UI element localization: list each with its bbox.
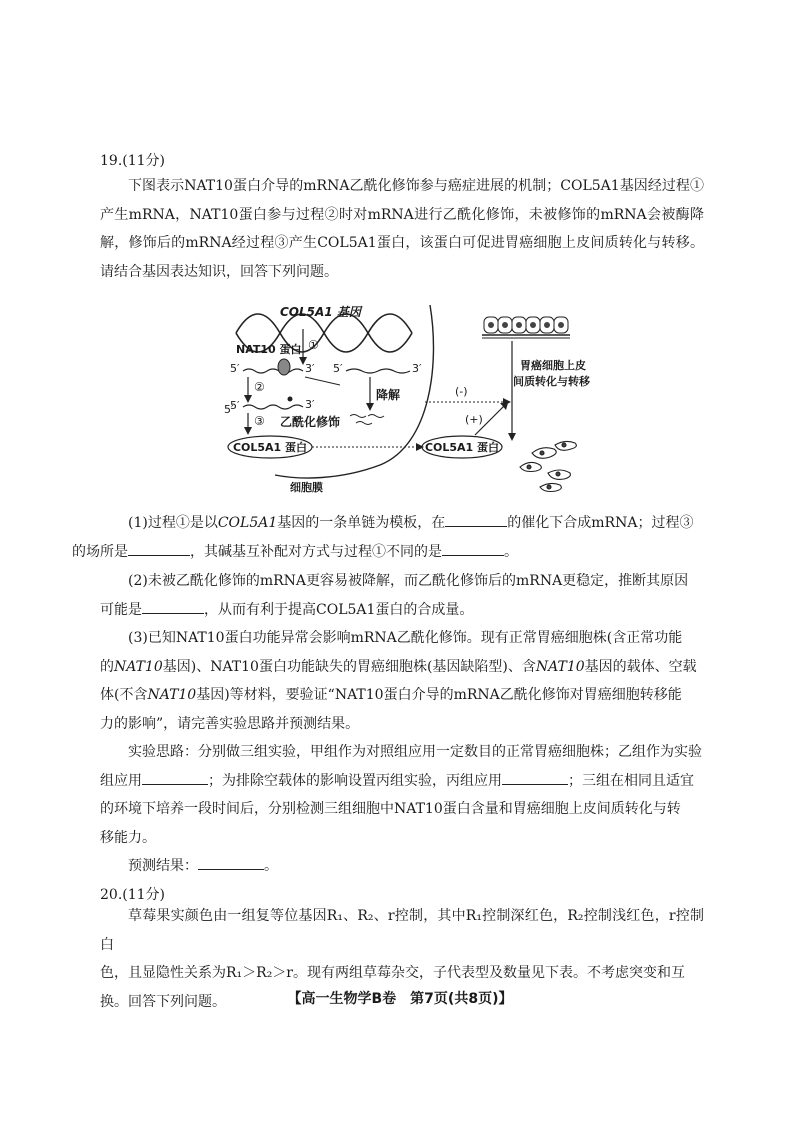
- answer-blank[interactable]: [442, 541, 504, 556]
- q19-sub3: (3)已知NAT10蛋白功能异常会影响mRNA乙酰化修饰。现有正常胃癌细胞株(含正常功能 的NAT10基因)、NAT10蛋白功能缺失的胃癌细胞株(基因缺陷型)、含NAT10基因的载体、空载 体(不含NAT10基因)等材料，要验证“NAT10蛋白介导的mRNA乙酰化修饰对胃癌细胞转移能 力的影响”，请完善实验思路并预测结果。: [100, 630, 697, 732]
- step-1-label: ①: [308, 338, 319, 352]
- step-2-label: ②: [254, 380, 265, 394]
- membrane-label: 细胞膜: [290, 481, 323, 494]
- protein-inside-label: COL5A1 蛋白: [232, 441, 308, 454]
- answer-blank[interactable]: [502, 770, 568, 785]
- five-prime-1: 5′: [230, 362, 240, 375]
- nat10-label: NAT10 蛋白: [236, 343, 302, 356]
- degraded-fragments: [350, 415, 384, 425]
- plus-label: (+): [465, 413, 483, 426]
- answer-blank[interactable]: [142, 599, 204, 614]
- three-prime-3: 3′: [305, 398, 315, 411]
- q19-predict: 预测结果： 。: [100, 852, 704, 881]
- mechanism-figure: [0, 295, 800, 495]
- three-prime-2: 3′: [412, 362, 422, 375]
- answer-blank[interactable]: [198, 855, 264, 870]
- q20-header: 20.(11分): [100, 887, 166, 903]
- emt-label-1: 胃癌细胞上皮: [520, 359, 586, 372]
- epithelial-cells: [482, 317, 570, 338]
- answer-blank[interactable]: [128, 541, 190, 556]
- degrade-label: 降解: [376, 388, 401, 402]
- q19-sub1: (1)过程①是以COL5A1基因的一条单链为模板，在 的催化下合成mRNA；过程③ 的场所是 ，其碱基互补配对方式与过程①不同的是 。: [100, 509, 704, 566]
- five-prime-4: 5′: [224, 403, 234, 416]
- mrna-strand-1: [243, 369, 303, 373]
- five-prime-2: 5′: [333, 362, 343, 375]
- acetyl-mark: [288, 397, 293, 402]
- q19-experiment: 实验思路：分别做三组实验，甲组作为对照组应用一定数目的正常胃癌细胞株；乙组作为实验 组应用 ；为排除空载体的影响设置丙组实验，丙组应用 ；三组在相同且适宜 的环境下培养一段时间后，分别检测三组细胞中NAT10蛋白含量和胃癌细胞上皮间质转化与转 移能力。: [100, 744, 702, 846]
- protein-outside-label: COL5A1 蛋白: [424, 441, 500, 454]
- q19-intro: 下图表示NAT10蛋白介导的mRNA乙酰化修饰参与癌症进展的机制；COL5A1基因经过程①产生mRNA，NAT10蛋白参与过程②时对mRNA进行乙酰化修饰，未被修饰的mRNA会被酶降解，修饰后的mRNA经过程③产生COL5A1蛋白，该蛋白可促进胃癌细胞上皮间质转化与转移。请结合基因表达知识，回答下列问题。: [100, 178, 704, 280]
- step-3-label: ③: [254, 414, 265, 428]
- page-footer: 【高一生物学B卷 第7页(共8页)】: [287, 991, 513, 1007]
- q19-header: 19.(11分): [100, 153, 166, 169]
- acetyl-label: 乙酰化修饰: [280, 415, 341, 429]
- answer-blank[interactable]: [142, 770, 208, 785]
- gene-label: COL5A1 基因: [280, 305, 361, 319]
- three-prime-1: 3′: [305, 362, 315, 375]
- nat10-protein-shape: [278, 359, 290, 375]
- minus-label: (-): [455, 385, 468, 398]
- migrating-cells: [520, 441, 576, 491]
- five-prime-3: 5′: [230, 399, 240, 412]
- q20-text: 草莓果实颜色由一组复等位基因R₁、R₂、r控制，其中R₁控制深红色，R₂控制浅红色，r控制白 色，且显隐性关系为R₁＞R₂＞r。现有两组草莓杂交，子代表型及数量见下表。不考虑突变和互 换。回答下列问题。: [100, 908, 704, 1010]
- answer-blank[interactable]: [445, 512, 507, 527]
- mrna-strand-3: [243, 405, 303, 409]
- mrna-strand-2: [346, 369, 410, 373]
- emt-label-2: 间质转化与转移: [513, 375, 590, 388]
- q19-sub2: (2)未被乙酰化修饰的mRNA更容易被降解，而乙酰化修饰后的mRNA更稳定，推断其原因 可能是 ，从而有利于提高COL5A1蛋白的合成量。: [100, 573, 689, 618]
